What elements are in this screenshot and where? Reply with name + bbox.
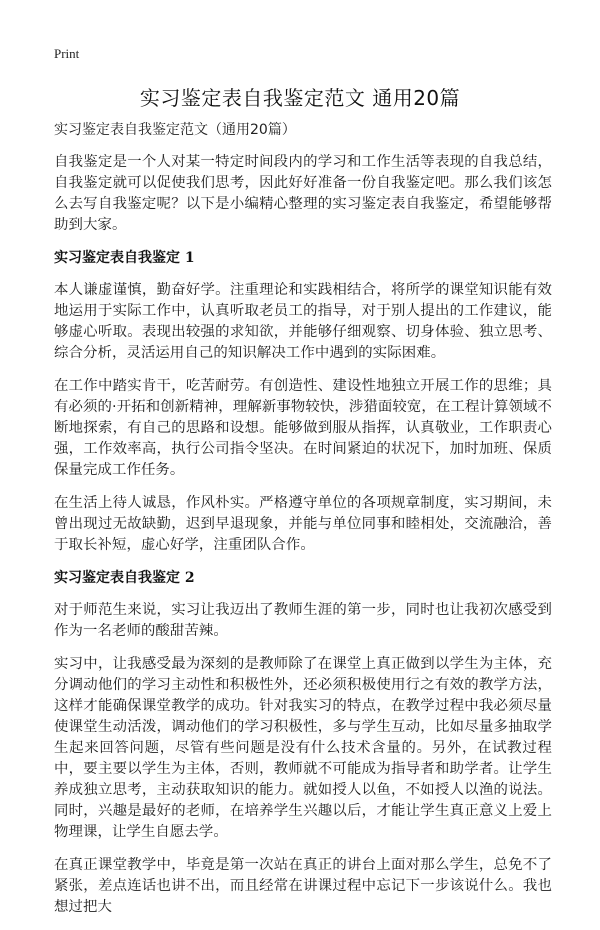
- document-body: [54, 120, 552, 930]
- document-title: 实习鉴定表自我鉴定范文 通用20篇: [139, 86, 461, 110]
- section-heading-2: 实习鉴定表自我鉴定 2: [54, 570, 195, 586]
- section-2-paragraph-2: 实习中，让我感受最为深刻的是教师除了在课堂上真正做到以学生为主体，充分调动他们的学习主动性和积极性外，还必须积极使用行之有效的教学方法，这样才能确保课堂教学的成功。针对我实习的特点，在教学过程中我必须尽量使课堂生动活泼，调动他们的学习积极性，多与学生互动，比如尽量多抽取学生起来回答问题，尽管有些问题是没有什么技术含量的。另外，在试教过程中，要主要以学生为主体，否则，教师就不可能成为指导者和助学者。让学生养成独立思考，主动获取知识的能力。就如授人以鱼，不如授人以渔的说法。同时，兴趣是最好的老师，在培养学生兴趣以后，才能让学生真正意义上爱上物理课，让学生自愿去学。: [54, 656, 552, 840]
- print-link[interactable]: Print: [54, 46, 80, 61]
- section-2-paragraph-1: 对于师范生来说，实习让我迈出了教师生涯的第一步，同时也让我初次感受到作为一名老师的酸甜苦辣。: [54, 602, 552, 639]
- section-heading-1: 实习鉴定表自我鉴定 1: [54, 250, 195, 266]
- section-1-paragraph-1: 本人谦虚谨慎，勤奋好学。注重理论和实践相结合，将所学的课堂知识能有效地运用于实际工作中，认真听取老员工的指导，对于别人提出的工作建议，能够虚心听取。表现出较强的求知欲，并能够仔细观察、切身体验、独立思考、综合分析，灵活运用自己的知识解决工作中遇到的实际困难。: [54, 282, 552, 361]
- document-subtitle: 实习鉴定表自我鉴定范文（通用20篇）: [54, 122, 296, 138]
- intro-paragraph: 自我鉴定是一个人对某一特定时间段内的学习和工作生活等表现的自我总结，自我鉴定就可以促使我们思考，因此好好准备一份自我鉴定吧。那么我们该怎么去写自我鉴定呢？以下是小编精心整理的实习鉴定表自我鉴定，希望能够帮助到大家。: [54, 154, 552, 233]
- section-1-paragraph-3: 在生活上待人诚恳，作风朴实。严格遵守单位的各项规章制度，实习期间，未曾出现过无故缺勤，迟到早退现象，并能与单位同事和睦相处，交流融洽，善于取长补短，虚心好学，注重团队合作。: [54, 495, 552, 553]
- section-2-paragraph-3: 在真正课堂教学中，毕竟是第一次站在真正的讲台上面对那么学生，总免不了紧张，差点连话也讲不出，而且经常在讲课过程中忘记下一步该说什么。我也想过把大: [54, 857, 552, 915]
- section-1-paragraph-2: 在工作中踏实肯干，吃苦耐劳。有创造性、建设性地独立开展工作的思维；具有必须的·开拓和创新精神，理解新事物较快，涉猎面较宽，在工程计算领域不断地探索，有自己的思路和设想。能够做到服从指挥，认真敬业，工作职责心强，工作效率高，执行公司指令坚决。在时间紧迫的状况下，加时加班、保质保量完成工作任务。: [54, 378, 552, 478]
